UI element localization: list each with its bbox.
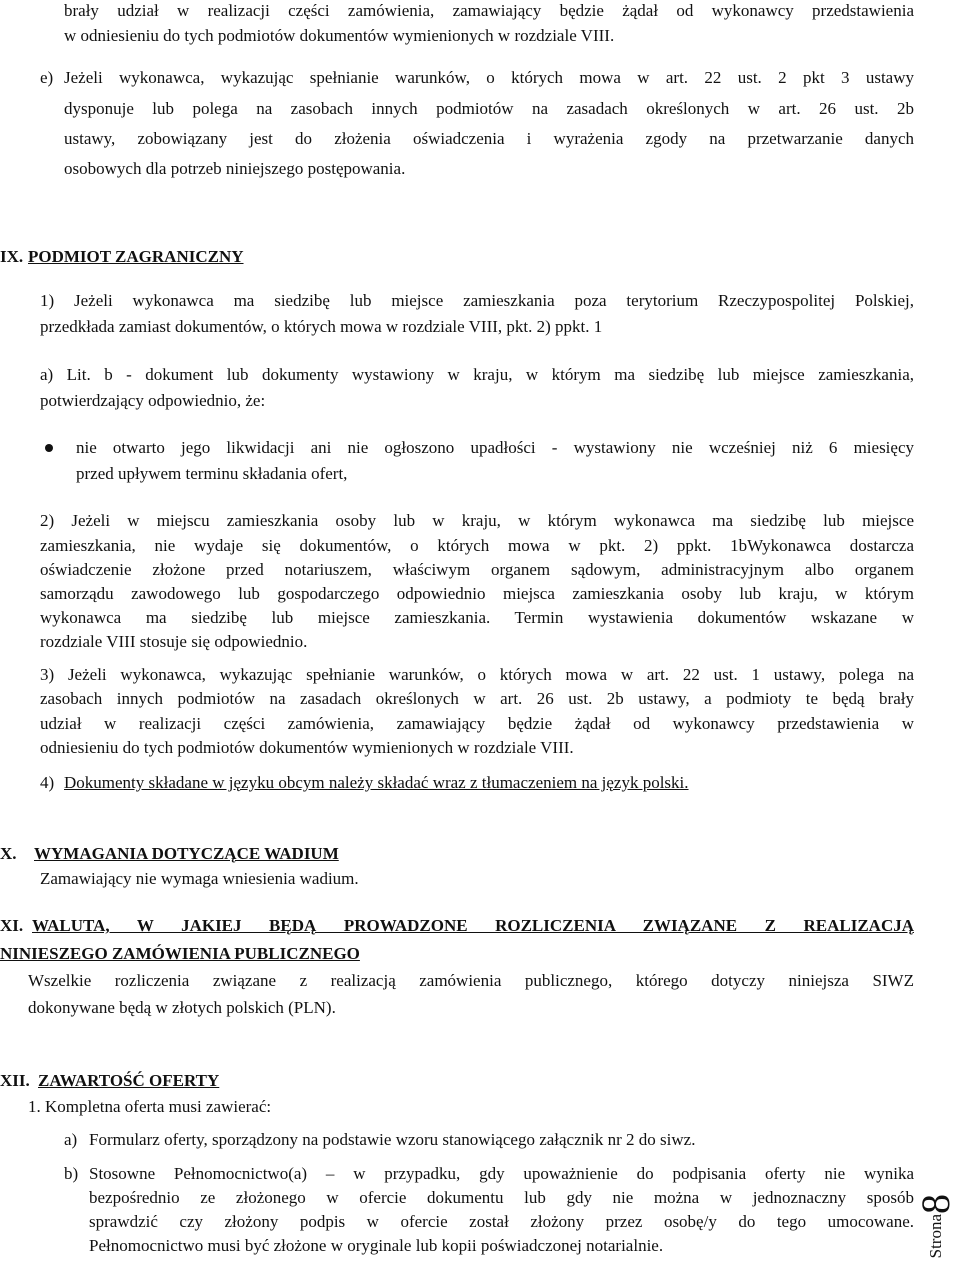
xii-a-marker: a) (64, 1130, 78, 1149)
page-label-number: 8 (913, 1193, 958, 1214)
section-xi-body-line-1: Wszelkie rozliczenia związane z realizacją zamówienia publicznego, którego dotyczy niniejsza SIWZ (28, 971, 914, 990)
ix-p2-line-3: oświadczenie złożone przed notariuszem, właściwym organem sądowym, administracyjnym albo organem (40, 560, 914, 579)
ix-pa-line-1: a) Lit. b - dokument lub dokumenty wystawiony w kraju, w którym ma siedzibę lub miejsce zamieszkania, (40, 365, 914, 384)
xii-b-line-3: sprawdzić czy złożony podpis w ofercie został złożony przez osobę/y do tego umocowane. (89, 1212, 914, 1231)
point-e-line-1: Jeżeli wykonawca, wykazując spełnianie warunków, o których mowa w art. 22 ust. 2 pkt 3 ustawy (64, 68, 914, 87)
xii-b-line-1: Stosowne Pełnomocnictwo(a) – w przypadku, gdy upoważnienie do podpisania oferty nie wynika (89, 1164, 914, 1183)
ix-p2-line-6: rozdziale VIII stosuje się odpowiednio. (40, 632, 308, 651)
section-xi-body-line-2: dokonywane będą w złotych polskich (PLN). (28, 998, 336, 1017)
ix-p2-line-1: 2) Jeżeli w miejscu zamieszkania osoby lub w kraju, w którym wykonawca ma siedzibę lub miejsce (40, 511, 914, 530)
xii-a-text: Formularz oferty, sporządzony na podstawie wzoru stanowiącego załącznik nr 2 do siwz. (89, 1130, 696, 1149)
section-ix-number: IX. (0, 247, 24, 266)
page-number-label (913, 1193, 958, 1258)
section-x-title: WYMAGANIA DOTYCZĄCE WADIUM (34, 844, 339, 863)
point-e-line-2: dysponuje lub polega na zasobach innych podmiotów na zasadach określonych w art. 26 ust. 2b (64, 99, 914, 118)
section-xi-title-line-2: NINIESZEGO ZAMÓWIENIA PUBLICZNEGO (0, 944, 360, 963)
section-x-body: Zamawiający nie wymaga wniesienia wadium. (40, 869, 359, 888)
ix-p2-line-2: zamieszkania, nie wydaje się dokumentów, o których mowa w pkt. 2) ppkt. 1bWykonawca dostarcza (40, 536, 914, 555)
ix-p1-line-1: 1) Jeżeli wykonawca ma siedzibę lub miejsce zamieszkania poza terytorium Rzeczypospolitej Polskiej, (40, 291, 914, 310)
section-xi-title-line-1: WALUTA, W JAKIEJ BĘDĄ PROWADZONE ROZLICZENIA ZWIĄZANE Z REALIZACJĄ (32, 916, 914, 935)
point-e-line-4: osobowych dla potrzeb niniejszego postępowania. (64, 159, 406, 178)
ix-p3-line-2: zasobach innych podmiotów na zasadach określonych w art. 26 ust. 2b ustawy, a podmioty te będą brały (40, 689, 914, 708)
ix-p2-line-5: wykonawca ma siedzibę lub miejsce zamieszkania. Termin wystawienia dokumentów wskazane w (40, 608, 914, 627)
ix-p3-line-3: udział w realizacji części zamówienia, zamawiający będzie żądał od wykonawcy przedstawienia w (40, 714, 914, 733)
point-e-line-3: ustawy, zobowiązany jest do złożenia oświadczenia i wyrażenia zgody na przetwarzanie danych (64, 129, 914, 148)
section-xii-number: XII. (0, 1071, 30, 1090)
xii-b-marker: b) (64, 1164, 79, 1183)
ix-p1-line-2: przedkłada zamiast dokumentów, o których mowa w rozdziale VIII, pkt. 2) ppkt. 1 (40, 317, 603, 336)
ix-p4-marker: 4) (40, 773, 55, 792)
xii-b-line-4: Pełnomocnictwo musi być złożone w oryginale lub kopii poświadczonej notarialnie. (89, 1236, 664, 1255)
section-xii-title: ZAWARTOŚĆ OFERTY (38, 1071, 220, 1090)
ix-bullet-line-1: nie otwarto jego likwidacji ani nie ogłoszono upadłości - wystawiony nie wcześniej niż 6 miesięcy (76, 438, 914, 457)
ix-p3-line-1: 3) Jeżeli wykonawca, wykazując spełnianie warunków, o których mowa w art. 22 ust. 1 ustawy, polega na (40, 665, 914, 684)
ix-p3-line-4: odniesieniu do tych podmiotów dokumentów wymienionych w rozdziale VIII. (40, 738, 574, 757)
section-xi-number: XI. (0, 916, 24, 935)
ix-p2-line-4: samorządu zawodowego lub gospodarczego odpowiednio miejsca zamieszkania osoby lub kraju, w którym (40, 584, 914, 603)
continuation-line-2: w odniesieniu do tych podmiotów dokumentów wymienionych w rozdziale VIII. (64, 26, 615, 45)
bullet-dot-icon (45, 444, 53, 452)
section-ix-title: PODMIOT ZAGRANICZNY (28, 247, 244, 266)
xii-b-line-2: bezpośrednio ze złożonego w ofercie dokumentu lub gdy nie można w jednoznaczny sposób (89, 1188, 914, 1207)
page-label-word: Strona (926, 1213, 945, 1258)
xii-item-1: 1. Kompletna oferta musi zawierać: (28, 1097, 272, 1116)
section-x-number: X. (0, 844, 17, 863)
ix-bullet-line-2: przed upływem terminu składania ofert, (76, 464, 348, 483)
ix-p4-text: Dokumenty składane w języku obcym należy składać wraz z tłumaczeniem na język polski. (64, 773, 689, 792)
ix-pa-line-2: potwierdzający odpowiednio, że: (40, 391, 266, 410)
point-e-marker: e) (40, 68, 54, 87)
continuation-line-1: brały udział w realizacji części zamówienia, zamawiający będzie żądał od wykonawcy przedstawienia (64, 1, 914, 20)
